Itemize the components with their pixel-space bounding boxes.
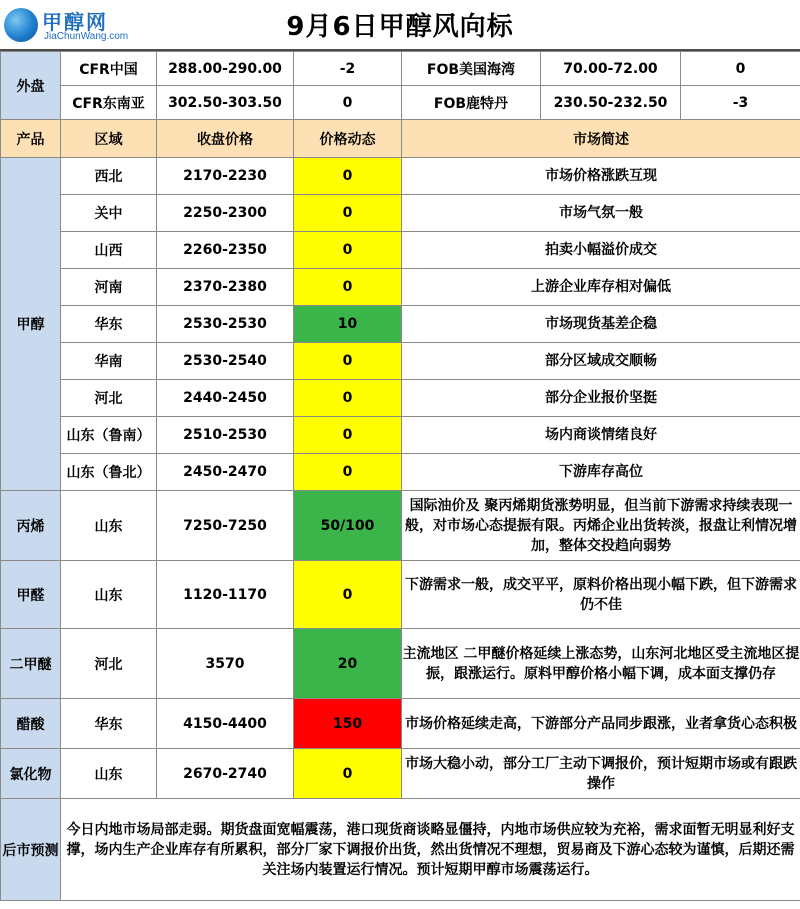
region-cell: 西北 — [61, 158, 157, 195]
table-row — [1, 699, 800, 749]
ext-right-price: 230.50-232.50 — [541, 86, 681, 120]
desc-cell: 场内商谈情绪良好 — [402, 417, 800, 454]
region-cell: 山东 — [61, 749, 157, 799]
header-desc: 市场简述 — [402, 120, 800, 158]
table-row — [1, 380, 800, 417]
table-row — [1, 343, 800, 380]
product-cell: 丙烯 — [1, 491, 61, 561]
price-cell: 3570 — [157, 629, 294, 699]
region-cell: 山西 — [61, 232, 157, 269]
ext-right-change: 0 — [681, 52, 800, 86]
desc-cell: 市场气氛一般 — [402, 195, 800, 232]
ext-right-name: FOB鹿特丹 — [402, 86, 541, 120]
region-cell: 河北 — [61, 380, 157, 417]
price-cell: 4150-4400 — [157, 699, 294, 749]
table-row — [1, 417, 800, 454]
change-cell: 50/100 — [294, 491, 402, 561]
table-row — [1, 454, 800, 491]
change-cell: 20 — [294, 629, 402, 699]
price-cell: 2250-2300 — [157, 195, 294, 232]
price-table — [0, 51, 800, 901]
ext-left-name: CFR东南亚 — [61, 86, 157, 120]
product-cell: 二甲醚 — [1, 629, 61, 699]
ext-left-price: 288.00-290.00 — [157, 52, 294, 86]
ext-left-name: CFR中国 — [61, 52, 157, 86]
ext-left-price: 302.50-303.50 — [157, 86, 294, 120]
region-cell: 河南 — [61, 269, 157, 306]
region-cell: 华东 — [61, 306, 157, 343]
region-cell: 山东 — [61, 491, 157, 561]
region-cell: 华南 — [61, 343, 157, 380]
header-product: 产品 — [1, 120, 61, 158]
desc-cell: 部分区域成交顺畅 — [402, 343, 800, 380]
desc-cell: 市场价格涨跌互现 — [402, 158, 800, 195]
change-cell: 0 — [294, 417, 402, 454]
logo-name: 甲醇网 — [42, 10, 108, 34]
change-cell: 0 — [294, 343, 402, 380]
desc-cell: 市场大稳小动，部分工厂主动下调报价，预计短期市场或有跟跌操作 — [402, 749, 800, 799]
price-cell: 2260-2350 — [157, 232, 294, 269]
logo — [4, 4, 134, 46]
desc-cell: 主流地区 二甲醚价格延续上涨态势，山东河北地区受主流地区提振，跟涨运行。原料甲醇价格小幅下调，成本面支撑仍存 — [402, 629, 800, 699]
header-region: 区域 — [61, 120, 157, 158]
price-cell: 2670-2740 — [157, 749, 294, 799]
table-row — [1, 269, 800, 306]
page-title: 9月6日甲醇风向标 — [286, 12, 514, 42]
ext-right-change: -3 — [681, 86, 800, 120]
change-cell: 0 — [294, 158, 402, 195]
product-methanol: 甲醇 — [1, 158, 61, 491]
desc-cell: 部分企业报价坚挺 — [402, 380, 800, 417]
desc-cell: 下游库存高位 — [402, 454, 800, 491]
forecast-label: 后市预测 — [1, 799, 61, 901]
price-cell: 7250-7250 — [157, 491, 294, 561]
region-cell: 山东 — [61, 561, 157, 629]
region-cell: 山东（鲁南） — [61, 417, 157, 454]
change-cell: 0 — [294, 749, 402, 799]
header-row — [1, 120, 800, 158]
table-row — [1, 306, 800, 343]
product-cell: 甲醛 — [1, 561, 61, 629]
price-cell: 1120-1170 — [157, 561, 294, 629]
change-cell: 0 — [294, 561, 402, 629]
region-cell: 关中 — [61, 195, 157, 232]
product-cell: 醋酸 — [1, 699, 61, 749]
ext-left-change: 0 — [294, 86, 402, 120]
desc-cell: 下游需求一般，成交平平，原料价格出现小幅下跌，但下游需求仍不佳 — [402, 561, 800, 629]
logo-url: JiaChunWang.com — [44, 31, 129, 42]
price-cell: 2370-2380 — [157, 269, 294, 306]
table-row — [1, 158, 800, 195]
change-cell: 10 — [294, 306, 402, 343]
header-dynamics: 价格动态 — [294, 120, 402, 158]
table-row — [1, 629, 800, 699]
change-cell: 0 — [294, 269, 402, 306]
table-row — [1, 232, 800, 269]
price-cell: 2530-2540 — [157, 343, 294, 380]
table-row — [1, 491, 800, 561]
desc-cell: 市场现货基差企稳 — [402, 306, 800, 343]
region-cell: 山东（鲁北） — [61, 454, 157, 491]
external-row — [1, 86, 800, 120]
change-cell: 150 — [294, 699, 402, 749]
price-cell: 2170-2230 — [157, 158, 294, 195]
price-cell: 2510-2530 — [157, 417, 294, 454]
change-cell: 0 — [294, 380, 402, 417]
change-cell: 0 — [294, 195, 402, 232]
forecast-text: 今日内地市场局部走弱。期货盘面宽幅震荡，港口现货商谈略显僵持，内地市场供应较为充裕，需求面暂无明显利好支撑，场内生产企业库存有所累积，部分厂家下调报价出货，然出货情况不理想，贸易商及下游心态较为谨慎，后期还需关注场内装置运行情况。预计短期甲醇市场震荡运行。 — [61, 799, 800, 901]
price-cell: 2530-2530 — [157, 306, 294, 343]
desc-cell: 市场价格延续走高，下游部分产品同步跟涨，业者拿货心态积极 — [402, 699, 800, 749]
desc-cell: 拍卖小幅溢价成交 — [402, 232, 800, 269]
table-row — [1, 195, 800, 232]
price-cell: 2440-2450 — [157, 380, 294, 417]
ext-right-price: 70.00-72.00 — [541, 52, 681, 86]
ext-right-name: FOB美国海湾 — [402, 52, 541, 86]
globe-logo-icon — [4, 8, 38, 42]
table-row — [1, 749, 800, 799]
table-row — [1, 561, 800, 629]
product-cell: 氯化物 — [1, 749, 61, 799]
forecast-row — [1, 799, 800, 901]
region-cell: 河北 — [61, 629, 157, 699]
header-close-price: 收盘价格 — [157, 120, 294, 158]
desc-cell: 上游企业库存相对偏低 — [402, 269, 800, 306]
region-cell: 华东 — [61, 699, 157, 749]
change-cell: 0 — [294, 232, 402, 269]
title-bar — [0, 0, 800, 51]
ext-left-change: -2 — [294, 52, 402, 86]
external-label: 外盘 — [1, 52, 61, 120]
change-cell: 0 — [294, 454, 402, 491]
external-row — [1, 52, 800, 86]
price-cell: 2450-2470 — [157, 454, 294, 491]
desc-cell: 国际油价及 聚丙烯期货涨势明显，但当前下游需求持续表现一般，对市场心态提振有限。丙烯企业出货转淡，报盘让利情况增加，整体交投趋向弱势 — [402, 491, 800, 561]
